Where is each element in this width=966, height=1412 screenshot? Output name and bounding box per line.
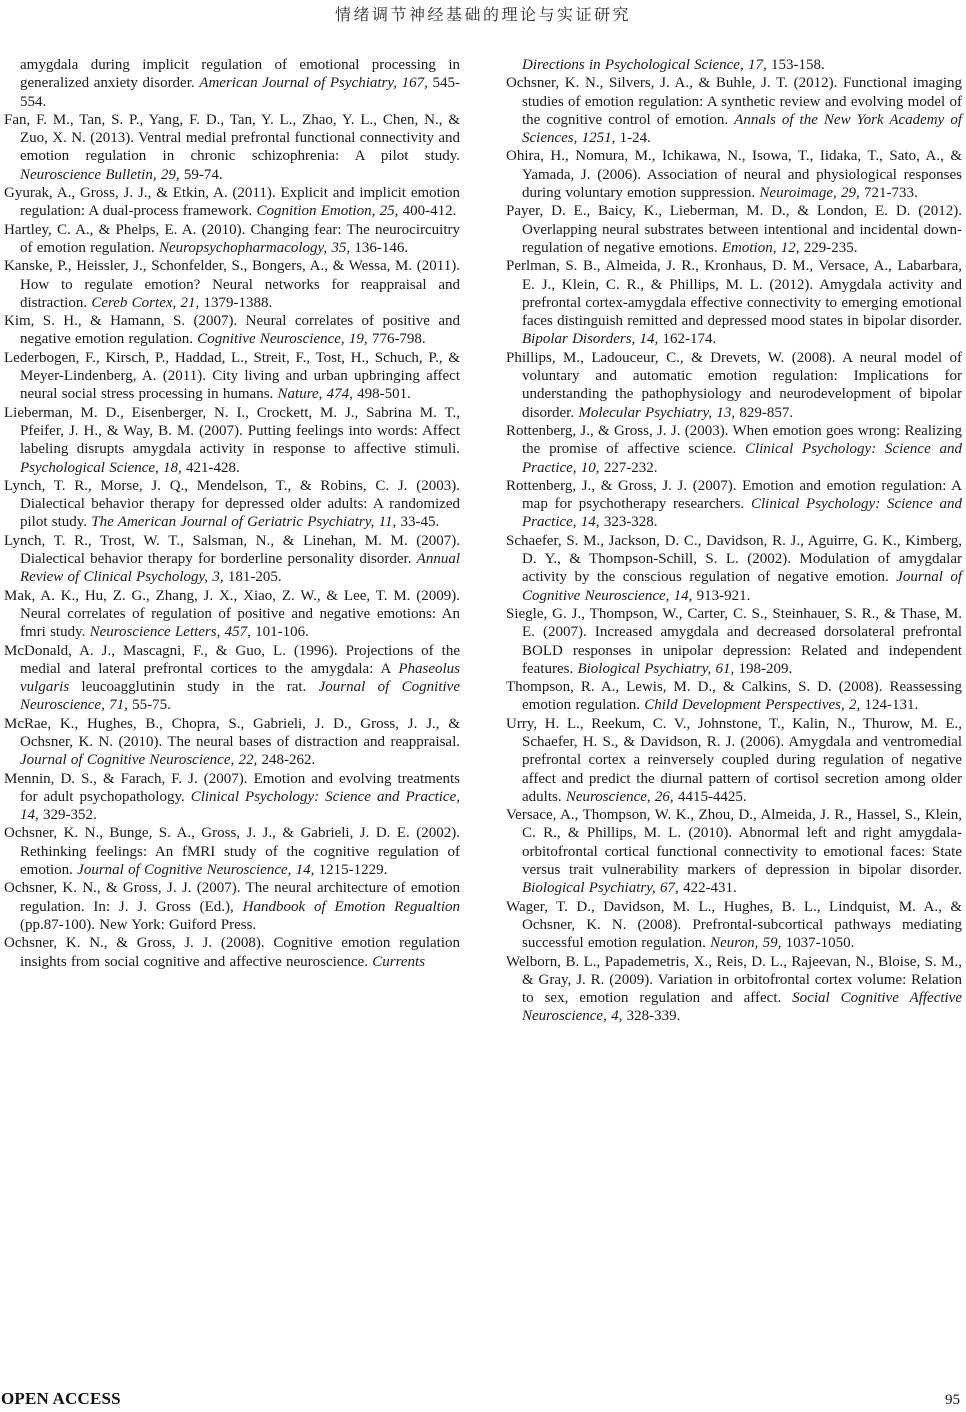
reference-entry — [4, 642, 460, 715]
reference-text: 101-106. — [255, 624, 309, 641]
reference-text: 1215-1229. — [318, 862, 388, 879]
reference-text: 776-798. — [371, 331, 426, 348]
reference-text: 1037-1050. — [785, 935, 855, 952]
references-left-column — [4, 56, 460, 1026]
reference-text: 498-501. — [357, 386, 411, 403]
reference-text: Ochsner, K. N., Bunge, S. A., Gross, J. J., & Gabrieli, J. D. E. (2002). Rethinking feelings: An fMRI study of the cognitive regulation of emotion. — [4, 825, 460, 879]
reference-text: Lederbogen, F., Kirsch, P., Haddad, L., Streit, F., Tost, H., Schuch, P., & Meyer-Lindenberg, A. (2011). City living and urban upbringing affect neural social stress processing in humans. — [4, 349, 460, 403]
reference-journal: Clinical Psychology: Science and Practice, 10, — [522, 441, 962, 476]
reference-entry — [4, 404, 460, 477]
reference-text: 721-733. — [864, 185, 918, 202]
reference-entry — [4, 349, 460, 404]
reference-text: Ohira, H., Nomura, M., Ichikawa, N., Isowa, T., Iidaka, T., Sato, A., & Yamada, J. (2006). Association of neural and physiological responses during voluntary emotion suppression. — [506, 148, 962, 202]
reference-entry — [4, 56, 460, 111]
reference-text: Welborn, B. L., Papademetris, X., Reis, D. L., Rajeevan, N., Bloise, S. M., & Gray, J. R. (2009). Variation in orbitofrontal cortex volume: Relation to sex, emotion regulation and affect. — [506, 953, 962, 1007]
reference-entry — [506, 349, 962, 422]
reference-text: Payer, D. E., Baicy, K., Lieberman, M. D., & London, E. D. (2012). Overlapping neural substrates between intentional and incidental down-regulation of negative emotions. — [506, 203, 962, 256]
open-access-label: OPEN ACCESS — [1, 1389, 121, 1408]
reference-journal: Handbook of Emotion Regualtion — [242, 898, 460, 915]
reference-journal: Neuroscience, 26, — [565, 788, 678, 805]
reference-journal: Clinical Psychology: Science and Practice, 14, — [20, 788, 460, 824]
reference-text: Urry, H. L., Reekum, C. V., Johnstone, T., Kalin, N., Thurow, M. E., Schaefer, H. S., & Davidson, R. J. (2006). Amygdala and ventromedial prefrontal cortex a reinversely coupled during regulation of negative affect and predict the diurnal pattern of cortisol secretion among older adults. — [506, 715, 962, 805]
reference-journal: Journal of Cognitive Neuroscience, 14, — [522, 569, 962, 604]
reference-text: McRae, K., Hughes, B., Chopra, S., Gabrieli, J. D., Gross, J. J., & Ochsner, K. N. (2010). The neural bases of distraction and reappraisal. — [4, 715, 460, 750]
reference-text: 33-45. — [400, 514, 440, 531]
reference-text: Schaefer, S. M., Jackson, D. C., Davidson, R. J., Aguirre, G. K., Kimberg, D. Y., & Thompson-Schill, S. L. (2002). Modulation of amygdalar activity by the conscious regulation of negative emotion. — [506, 532, 962, 586]
reference-text: Mennin, D. S., & Farach, F. J. (2007). Emotion and evolving treatments for adult psychopathology. — [4, 770, 460, 805]
reference-journal: Social Cognitive Affective Neuroscience, 4, — [522, 990, 962, 1025]
reference-entry — [506, 605, 962, 678]
reference-journal: Annual Review of Clinical Psychology, 3, — [20, 551, 460, 586]
reference-journal: Annals of the New York Academy of Sciences, 1251, — [522, 111, 962, 147]
references-section — [4, 56, 962, 1026]
reference-text: Rottenberg, J., & Gross, J. J. (2007). Emotion and emotion regulation: A map for psychotherapy researchers. — [506, 477, 962, 513]
reference-entry — [506, 422, 962, 477]
reference-text: 329-352. — [43, 807, 97, 824]
reference-text: 124-131. — [864, 697, 919, 714]
reference-journal: Emotion, 12, — [721, 239, 804, 256]
reference-text: 162-174. — [662, 331, 717, 348]
reference-entry — [506, 56, 962, 74]
reference-text: 1-24. — [619, 130, 651, 147]
reference-entry — [506, 898, 962, 953]
reference-text: 422-431. — [683, 880, 737, 897]
reference-journal: Neuron, 59, — [710, 935, 786, 952]
reference-text: Fan, F. M., Tan, S. P., Yang, F. D., Tan, Y. L., Zhao, Y. L., Chen, N., & Zuo, X. N. (2013). Ventral medial prefrontal functional connectivity and emotion regulation in chronic schizophrenia: A pilot study. — [4, 111, 460, 165]
reference-journal: Psychological Science, 18, — [20, 459, 187, 476]
reference-text: Ochsner, K. N., & Gross, J. J. (2008). Cognitive emotion regulation insights from social cognitive and affective neuroscience. — [4, 935, 460, 970]
reference-entry — [506, 74, 962, 147]
reference-entry — [506, 953, 962, 1026]
reference-entry — [506, 477, 962, 532]
reference-text: amygdala during implicit regulation of emotional processing in generalized anxiety disorder. — [20, 57, 460, 92]
reference-text: 829-857. — [739, 404, 794, 421]
reference-text: McDonald, A. J., Mascagni, F., & Guo, L. (1996). Projections of the medial and lateral prefrontal cortices to the amygdala: A — [4, 642, 460, 677]
reference-entry — [4, 824, 460, 879]
reference-journal: Journal of Cognitive Neuroscience, 14, — [77, 862, 319, 879]
reference-journal: Journal of Cognitive Neuroscience, 22, — [20, 752, 262, 769]
reference-journal: Bipolar Disorders, 14, — [522, 331, 663, 348]
reference-entry — [506, 678, 962, 715]
reference-entry — [4, 879, 460, 934]
reference-text: 59-74. — [183, 166, 223, 183]
reference-text: 181-205. — [227, 569, 282, 586]
reference-text: (pp.87-100). New York: Guiford Press. — [20, 916, 257, 933]
reference-journal: Currents — [372, 953, 426, 970]
reference-entry — [4, 715, 460, 770]
reference-journal: The American Journal of Geriatric Psychiatry, 11, — [91, 514, 401, 531]
reference-entry — [4, 934, 460, 971]
reference-text: Lieberman, M. D., Eisenberger, N. I., Crockett, M. J., Sabrina M. T., Pfeifer, J. H., & Way, B. M. (2007). Putting feelings into words: Affect labeling disrupts amygdala activity in response to affective stimuli. — [4, 404, 460, 458]
reference-text: 323-328. — [603, 514, 658, 531]
reference-entry — [4, 221, 460, 258]
reference-journal: Cognitive Neuroscience, 19, — [197, 331, 372, 348]
reference-journal: Journal of Cognitive Neuroscience, 71, — [20, 679, 460, 714]
reference-text: 400-412. — [402, 203, 457, 220]
reference-text: 1379-1388. — [203, 294, 273, 311]
reference-text: 328-339. — [626, 1008, 681, 1025]
reference-text: 55-75. — [132, 697, 171, 714]
reference-text: Hartley, C. A., & Phelps, E. A. (2010). Changing fear: The neurocircuitry of emotion regulation. — [4, 221, 460, 256]
page-title: 情绪调节神经基础的理论与实证研究 — [334, 7, 631, 24]
reference-text: Versace, A., Thompson, W. K., Zhou, D., Almeida, J. R., Hassel, S., Klein, C. R., & Phillips, M. L. (2010). Abnormal left and right amygdala-orbitofrontal cortical functional connectivity to emotional faces: State versus trait vulnerability markers of depression in bipolar disorder. — [506, 807, 962, 879]
reference-text: 229-235. — [803, 239, 858, 256]
page-number: 95 — [945, 1392, 960, 1408]
reference-entry — [506, 257, 962, 348]
reference-journal: Neuroscience Letters, 457, — [89, 624, 256, 641]
reference-entry — [4, 257, 460, 312]
page-footer — [0, 1390, 966, 1412]
reference-text: Phillips, M., Ladouceur, C., & Drevets, W. (2008). A neural model of voluntary and automatic emotion regulation: Implications for understanding the pathophysiology and neurodevelopment of bipolar disorder. — [506, 349, 962, 421]
reference-journal: Clinical Psychology: Science and Practice, 14, — [522, 496, 962, 531]
reference-entry — [506, 147, 962, 202]
reference-entry — [506, 202, 962, 257]
reference-journal: Cereb Cortex, 21, — [91, 294, 204, 311]
reference-text: Ochsner, K. N., Silvers, J. A., & Buhle, J. T. (2012). Functional imaging studies of emotion regulation: A synthetic review and evolving model of the cognitive control of emotion. — [506, 75, 962, 128]
reference-text: 198-209. — [738, 660, 793, 677]
reference-entry — [4, 477, 460, 532]
reference-text: Rottenberg, J., & Gross, J. J. (2003). When emotion goes wrong: Realizing the promise of affective science. — [506, 422, 962, 458]
reference-text: 153-158. — [770, 57, 825, 73]
reference-text: 136-146. — [354, 239, 409, 256]
reference-journal: Molecular Psychiatry, 13, — [578, 404, 740, 421]
reference-text: Gyurak, A., Gross, J. J., & Etkin, A. (2011). Explicit and implicit emotion regulation: A dual-process framework. — [4, 185, 460, 220]
reference-journal: Neuropsychopharmacology, 35, — [158, 239, 355, 256]
reference-text: Wager, T. D., Davidson, M. L., Hughes, B. L., Lindquist, M. A., & Ochsner, K. N. (2008). Prefrontal-subcortical pathways mediating successful emotion regulation. — [506, 898, 962, 952]
reference-text: Mak, A. K., Hu, Z. G., Zhang, J. X., Xiao, Z. W., & Lee, T. M. (2009). Neural correlates of regulation of positive and negative emotions: An fmri study. — [4, 587, 460, 641]
reference-journal: Neuroimage, 29, — [759, 185, 865, 202]
reference-text: Lynch, T. R., Morse, J. Q., Mendelson, T., & Robins, C. J. (2003). Dialectical behavior therapy for depressed older adults: A randomized pilot study. — [4, 477, 460, 531]
reference-entry — [4, 111, 460, 184]
reference-journal: Nature, 474, — [277, 386, 358, 403]
reference-text: Perlman, S. B., Almeida, J. R., Kronhaus, D. M., Versace, A., Labarbara, E. J., Klein, C. R., & Phillips, M. L. (2012). Amygdala activity and prefrontal cortex-amygdala effective connectivity to emerging emotional faces distinguish remitted and depressed mood states in bipolar disorder. — [506, 258, 962, 330]
reference-entry — [4, 184, 460, 221]
reference-text: Lynch, T. R., Trost, W. T., Salsman, N., & Linehan, M. M. (2007). Dialectical behavior therapy for borderline personality disorder. — [4, 532, 460, 568]
reference-text: Thompson, R. A., Lewis, M. D., & Calkins, S. D. (2008). Reassessing emotion regulation. — [506, 679, 962, 714]
reference-text: Ochsner, K. N., & Gross, J. J. (2007). The neural architecture of emotion regulation. In: J. J. Gross (Ed.), — [4, 880, 460, 915]
reference-journal: Directions in Psychological Science, 17, — [522, 57, 771, 73]
reference-text: 545-554. — [20, 75, 460, 110]
reference-journal: Child Development Perspectives, 2, — [644, 697, 865, 714]
reference-entry — [4, 770, 460, 825]
reference-journal: Neuroscience Bulletin, 29, — [20, 166, 184, 183]
reference-journal: Phaseolus vulgaris — [20, 660, 460, 696]
reference-entry — [4, 587, 460, 642]
reference-entry — [506, 806, 962, 897]
reference-journal: Biological Psychiatry, 67, — [522, 880, 684, 897]
reference-journal: Biological Psychiatry, 61, — [577, 660, 739, 677]
reference-journal: Cognition Emotion, 25, — [256, 203, 403, 220]
reference-text: Kanske, P., Heissler, J., Schonfelder, S., Bongers, A., & Wessa, M. (2011). How to regulate emotion? Neural networks for reappraisal and distraction. — [4, 258, 460, 311]
reference-text: 421-428. — [186, 459, 240, 476]
reference-text: 248-262. — [261, 752, 316, 769]
reference-text: 913-921. — [696, 587, 751, 604]
reference-entry — [4, 312, 460, 349]
references-right-column — [506, 56, 962, 1026]
reference-text: leucoagglutinin study in the rat. — [81, 679, 319, 696]
reference-journal: American Journal of Psychiatry, 167, — [199, 75, 433, 92]
reference-entry — [4, 532, 460, 587]
reference-text: 227-232. — [603, 459, 658, 476]
reference-entry — [506, 532, 962, 605]
reference-text: Kim, S. H., & Hamann, S. (2007). Neural correlates of positive and negative emotion regulation. — [4, 313, 460, 348]
reference-text: Siegle, G. J., Thompson, W., Carter, C. S., Steinhauer, S. R., & Thase, M. E. (2007). Increased amygdala and decreased dorsolateral prefrontal BOLD responses in unipolar depression: Related and independent features. — [506, 605, 962, 677]
reference-entry — [506, 715, 962, 806]
reference-text: 4415-4425. — [677, 788, 747, 805]
